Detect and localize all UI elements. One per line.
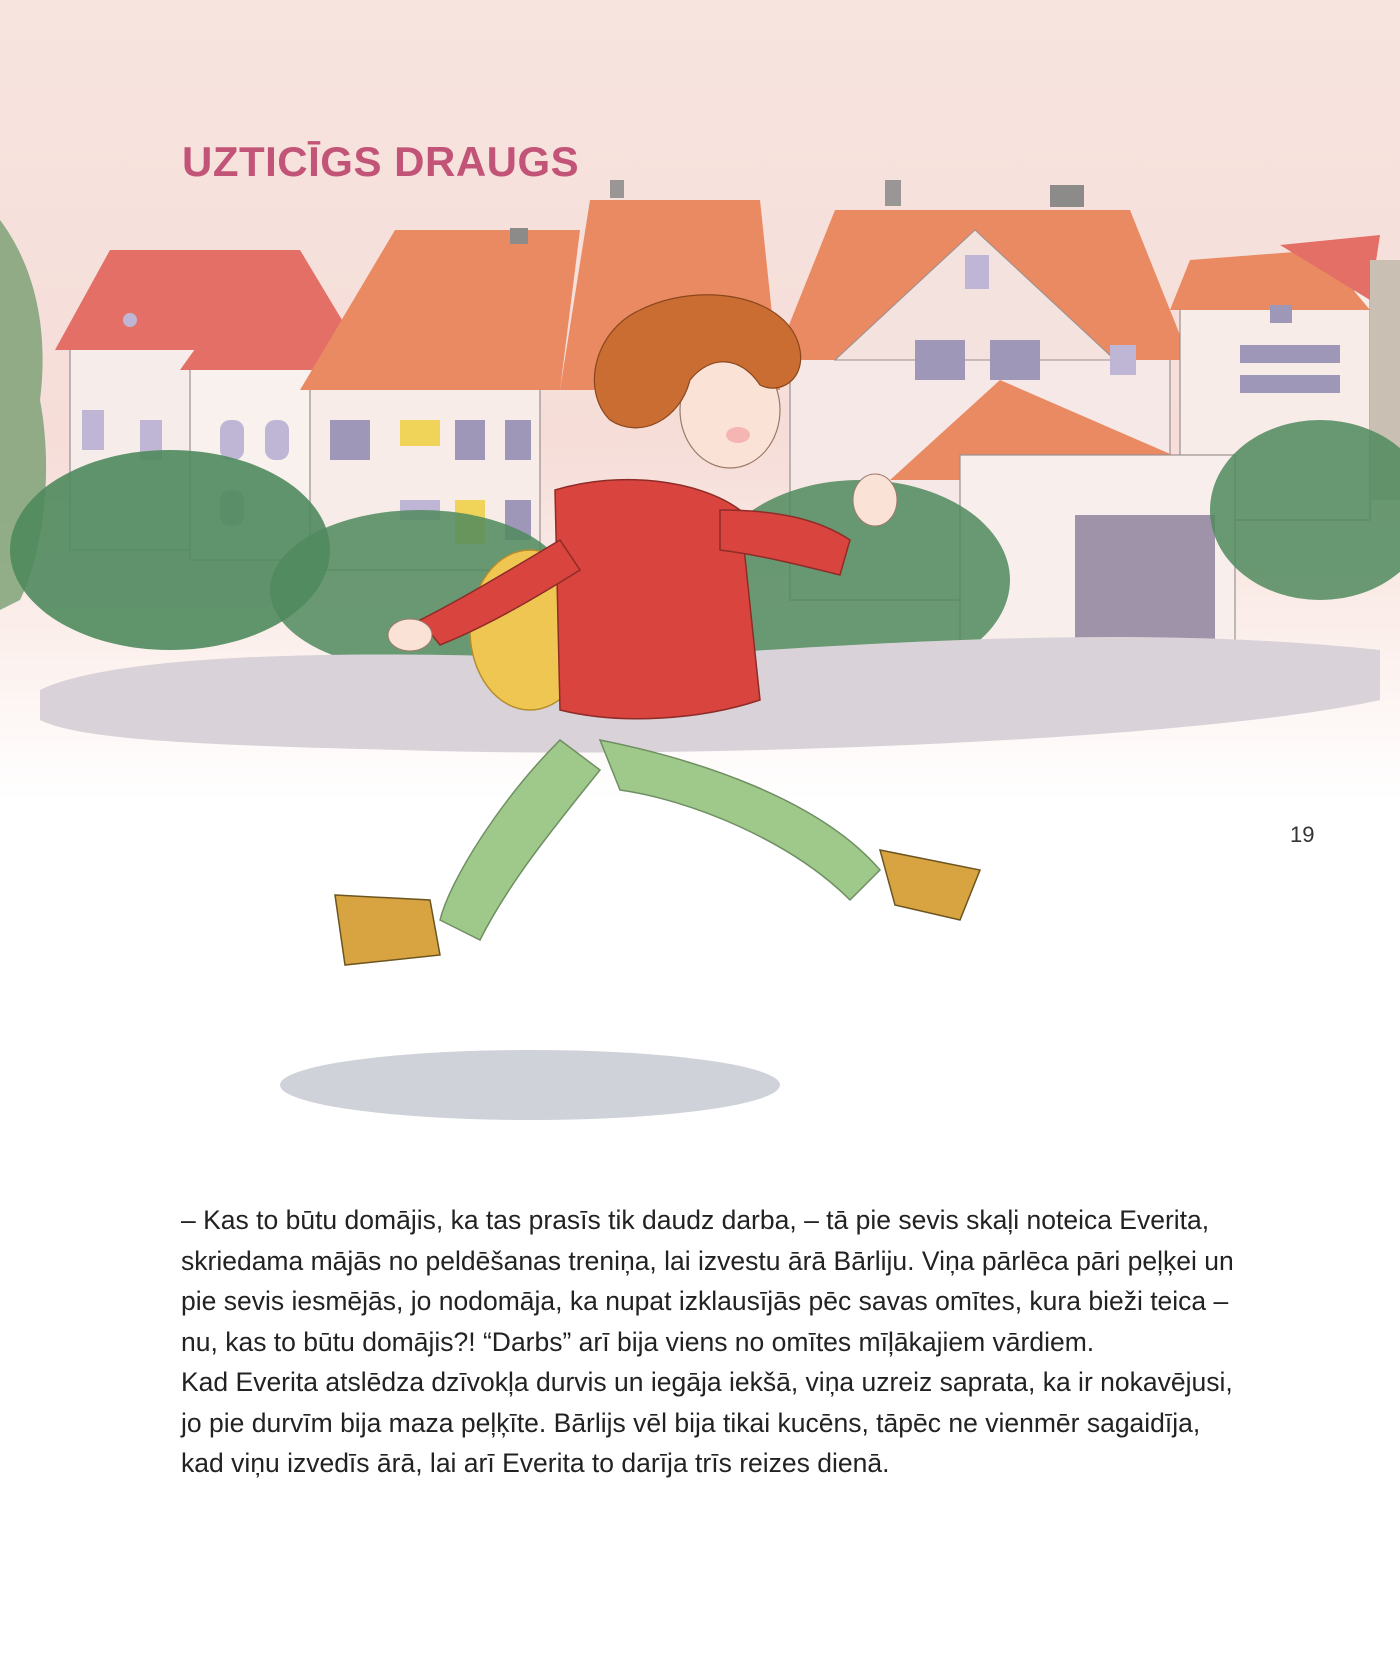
boot-front <box>880 850 980 920</box>
chapter-title: UZTICĪGS DRAUGS <box>182 138 580 185</box>
story-text <box>181 1200 1241 1484</box>
illustration <box>0 180 1400 1120</box>
page-number: 19 <box>1290 822 1315 847</box>
girl-shadow <box>280 1050 780 1120</box>
hand-front <box>853 474 897 526</box>
hand-back <box>388 619 432 651</box>
trouser-leg-front <box>600 740 880 900</box>
trouser-leg-back <box>440 740 600 940</box>
story-paragraph: Kad Everita atslēdza dzīvokļa durvis un iegāja iekšā, viņa uzreiz saprata, ka ir nokavējusi, jo pie durvīm bija maza peļķīte. Bārlijs vēl bija tikai kucēns, tāpēc ne vienmēr sagaidīja, kad viņu izvedīs ārā, lai arī Everita to darīja trīs reizes dienā. <box>181 1367 1233 1478</box>
boot-back <box>335 895 440 965</box>
cheek <box>726 427 750 443</box>
story-paragraph: – Kas to būtu domājis, ka tas prasīs tik daudz darba, – tā pie sevis skaļi noteica Everita, skriedama mājās no peldēšanas treniņa, lai izvestu ārā Bārliju. Viņa pārlēca pāri peļķei un pie sevis iesmējās, jo nodomāja, ka nupat izklausījās pēc savas omītes, kura bieži teica – nu, kas to būtu domājis?! “Darbs” arī bija viens no omītes mīļākajiem vārdiem. <box>181 1205 1234 1357</box>
